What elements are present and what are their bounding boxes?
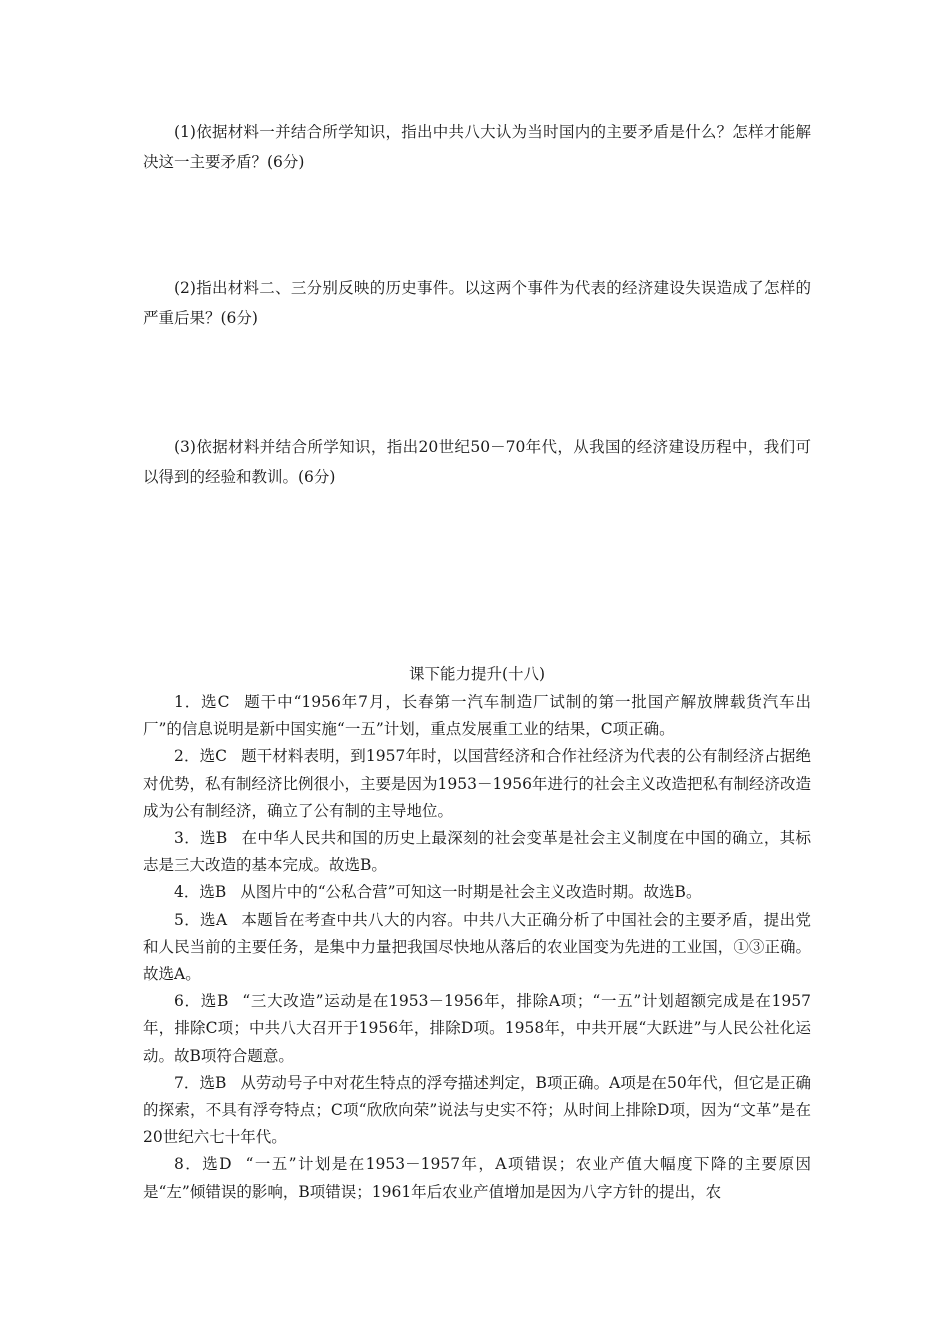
answer-item bbox=[143, 689, 811, 743]
answer-choice: 选B bbox=[199, 883, 227, 902]
answer-explanation: 题干中“1956年7月，长春第一汽车制造厂试制的第一批国产解放牌载货汽车出厂”的信息说明是新中国实施“一五”计划，重点发展重工业的结果，C项正确。 bbox=[143, 693, 811, 739]
question-2-text: (2)指出材料二、三分别反映的历史事件。以这两个事件为代表的经济建设失误造成了怎样的严重后果？(6分) bbox=[143, 279, 811, 327]
answer-number: 7． bbox=[174, 1073, 200, 1092]
question-1 bbox=[143, 117, 811, 177]
answer-number: 4． bbox=[174, 883, 200, 902]
answer-item bbox=[143, 988, 811, 1070]
answer-number: 2． bbox=[174, 747, 200, 766]
answer-explanation: 题干材料表明，到1957年时，以国营经济和合作社经济为代表的公有制经济占据绝对优势，私有制经济比例很小，主要是因为1953－1956年进行的社会主义改造把私有制经济改造成为公有制经济，确立了公有制的主导地位。 bbox=[143, 747, 811, 820]
answer-explanation: 从劳动号子中对花生特点的浮夸描述判定，B项正确。A项是在50年代，但它是正确的探索，不具有浮夸特点；C项“欣欣向荣”说法与史实不符；从时间上排除D项，因为“文革”是在20世纪六七十年代。 bbox=[143, 1073, 811, 1147]
answer-number: 8． bbox=[174, 1155, 203, 1174]
answer-number: 6． bbox=[174, 992, 201, 1011]
answer-number: 1． bbox=[174, 693, 202, 711]
question-2 bbox=[143, 273, 811, 333]
answer-choice: 选D bbox=[202, 1155, 232, 1174]
answer-choice: 选A bbox=[200, 910, 228, 929]
answer-explanation: “一五”计划是在1953－1957年，A项错误；农业产值大幅度下降的主要原因是“左”倾错误的影响，B项错误；1961年后农业产值增加是因为八字方针的提出，农 bbox=[143, 1155, 811, 1201]
answer-explanation: “三大改造”运动是在1953－1956年，排除A项；“一五”计划超额完成是在1957年，排除C项；中共八大召开于1956年，排除D项。1958年，中共开展“大跃进”与人民公社化运动。故B项符合题意。 bbox=[143, 992, 812, 1065]
answer-item bbox=[143, 879, 811, 906]
answer-list bbox=[143, 689, 811, 1206]
question-3-text: (3)依据材料并结合所学知识，指出20世纪50－70年代，从我国的经济建设历程中，我们可以得到的经验和教训。(6分) bbox=[143, 438, 811, 486]
answer-choice: 选B bbox=[200, 992, 229, 1011]
question-3 bbox=[143, 432, 811, 492]
answer-item bbox=[143, 1070, 811, 1152]
answer-explanation: 本题旨在考查中共八大的内容。中共八大正确分析了中国社会的主要矛盾，提出党和人民当前的主要任务，是集中力量把我国尽快地从落后的农业国变为先进的工业国，①③正确。故选A。 bbox=[143, 910, 811, 984]
answer-choice: 选C bbox=[201, 693, 230, 711]
answer-number: 5． bbox=[174, 910, 201, 929]
answer-item bbox=[143, 1151, 811, 1205]
section-title: 课下能力提升(十八) bbox=[408, 665, 546, 683]
answer-explanation: 在中华人民共和国的历史上最深刻的社会变革是社会主义制度在中国的确立，其标志是三大改造的基本完成。故选B。 bbox=[143, 829, 811, 875]
answer-choice: 选B bbox=[200, 829, 228, 848]
answer-item bbox=[143, 825, 811, 879]
answer-number: 3． bbox=[174, 829, 201, 848]
answer-item bbox=[143, 743, 811, 825]
answer-choice: 选B bbox=[199, 1073, 227, 1092]
answer-choice: 选C bbox=[199, 747, 228, 766]
answer-explanation: 从图片中的“公私合营”可知这一时期是社会主义改造时期。故选B。 bbox=[240, 883, 702, 902]
question-1-text: (1)依据材料一并结合所学知识，指出中共八大认为当时国内的主要矛盾是什么？怎样才能解决这一主要矛盾？(6分) bbox=[143, 123, 811, 171]
answer-item bbox=[143, 907, 811, 989]
